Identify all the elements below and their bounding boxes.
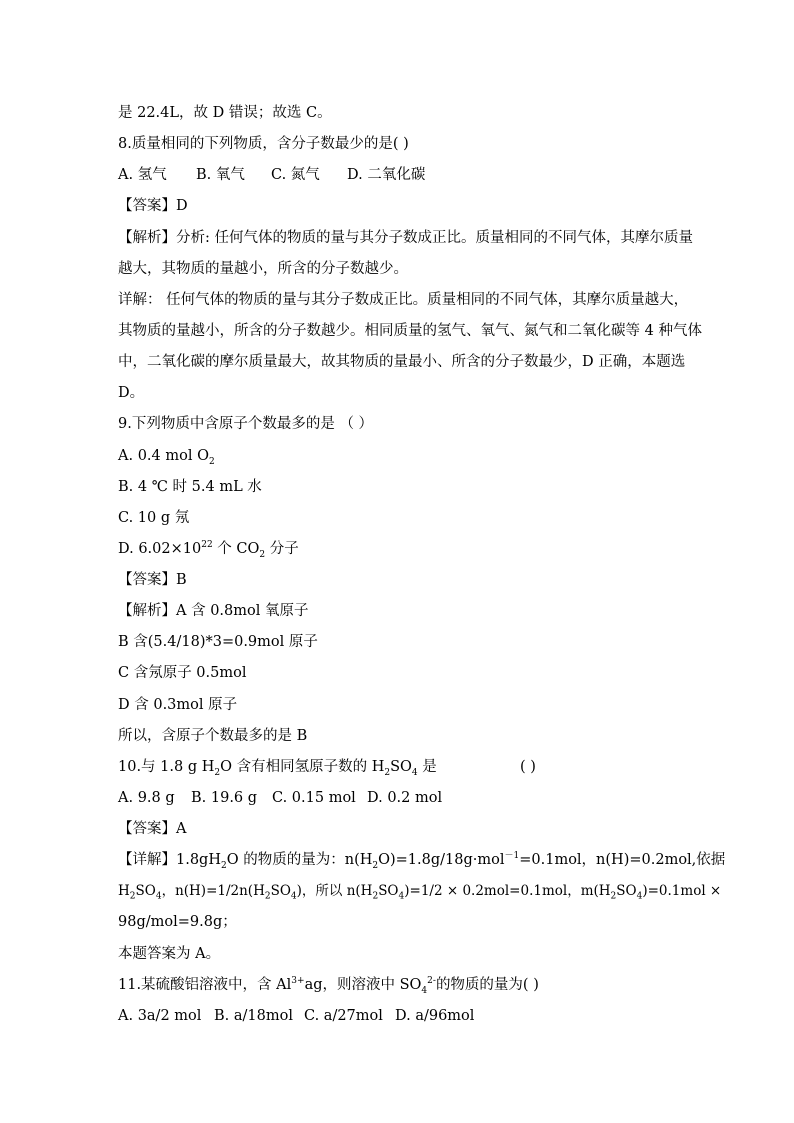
q9-analysis-line-2: B 含(5.4/18)*3=0.9mol 原子 [118, 634, 318, 650]
q9-option-c: C. 10 g 氖 [118, 510, 190, 526]
q9-conclusion: 所以，含原子个数最多的是 B [118, 728, 308, 744]
q7-tail-text: 是 22.4L，故 D 错误；故选 C。 [118, 105, 332, 121]
q10-option-c: C. 0.15 mol [272, 790, 356, 806]
q11-option-a: A. 3a/2 mol [118, 1008, 202, 1024]
q10-answer-paren: ( ) [520, 759, 536, 775]
q11-option-c: C. a/27mol [304, 1008, 383, 1024]
q9-option-a: A. 0.4 mol $O_2$ [118, 448, 215, 467]
q11-stem: 11.某硫酸铝溶液中，含 $Al^{3+}ag$，则溶液中 $SO_4^{2-}$的物质的量为( ) [118, 976, 539, 996]
q8-stem: 8.质量相同的下列物质，含分子数最少的是( ) [118, 136, 409, 152]
q9-stem: 9.下列物质中含原子个数最多的是 （ ） [118, 416, 374, 432]
q8-option-d: D. 二氧化碳 [347, 167, 426, 183]
q10-option-b: B. 19.6 g [191, 790, 258, 806]
q10-detail-line-2: $H_2SO_4$，$n(H)=1/2n(H_2SO_4)$，所以 $n(H_2SO_4)=1/2 \times 0.2mol=0.1mol$，$m(H_2SO_4)=0.1mol$ × [118, 883, 722, 902]
q9-option-d: D. $6.02\times 10^{22}$ 个 $CO_2$ 分子 [118, 540, 299, 560]
q10-detail-line-1: 【详解】$1.8gH_2O$ 的物质的量为：$n(H_2O)=1.8g/18g\cdot mol^{-1}=0.1mol$，n(H)=0.2mol,依据 [118, 851, 726, 871]
q8-options [118, 165, 425, 185]
q10-option-a: A. 9.8 g [118, 790, 175, 806]
q10-answer: 【答案】A [118, 821, 187, 837]
q8-analysis-line-2: 越大，其物质的量越小，所含的分子数越少。 [118, 261, 408, 277]
q8-detail-line-2: 其物质的量越小，所含的分子数越少。相同质量的氢气、氧气、氮气和二氧化碳等 4 种气体 [118, 323, 702, 339]
q9-analysis-line-4: D 含 0.3mol 原子 [118, 697, 238, 713]
q9-analysis-line-3: C 含氖原子 0.5mol [118, 665, 247, 681]
q9-analysis-line-1: 【解析】A 含 0.8mol 氧原子 [118, 603, 309, 619]
q8-detail-line-1: 详解： 任何气体的物质的量与其分子数成正比。质量相同的不同气体，其摩尔质量越大， [118, 292, 689, 308]
q9-option-b: B. 4 ℃ 时 5.4 mL 水 [118, 479, 262, 495]
q8-analysis-line-1: 【解析】分析: 任何气体的物质的量与其分子数成正比。质量相同的不同气体，其摩尔质量 [118, 230, 693, 246]
q9-answer: 【答案】B [118, 572, 187, 588]
q11-option-b: B. a/18mol [214, 1008, 293, 1024]
q11-options [118, 1006, 474, 1026]
q10-stem: 10.与 1.8 g $H_2O$ 含有相同氢原子数的 $H_2SO_4$ 是 [118, 759, 437, 778]
q8-detail-line-3: 中，二氧化碳的摩尔质量最大，故其物质的量最小、所含的分子数最少，D 正确，本题选 [118, 354, 686, 370]
q8-detail-line-4: D。 [118, 385, 145, 401]
q8-option-c: C. 氮气 [271, 167, 320, 183]
q10-conclusion: 本题答案为 A。 [118, 946, 221, 962]
q10-option-d: D. 0.2 mol [367, 790, 443, 806]
q8-answer: 【答案】D [118, 198, 188, 214]
q11-option-d: D. a/96mol [395, 1008, 475, 1024]
q8-option-b: B. 氧气 [196, 167, 245, 183]
q10-detail-line-3: 98g/mol=9.8g； [118, 914, 237, 930]
q10-options [118, 788, 442, 808]
q8-option-a: A. 氢气 [118, 167, 167, 183]
